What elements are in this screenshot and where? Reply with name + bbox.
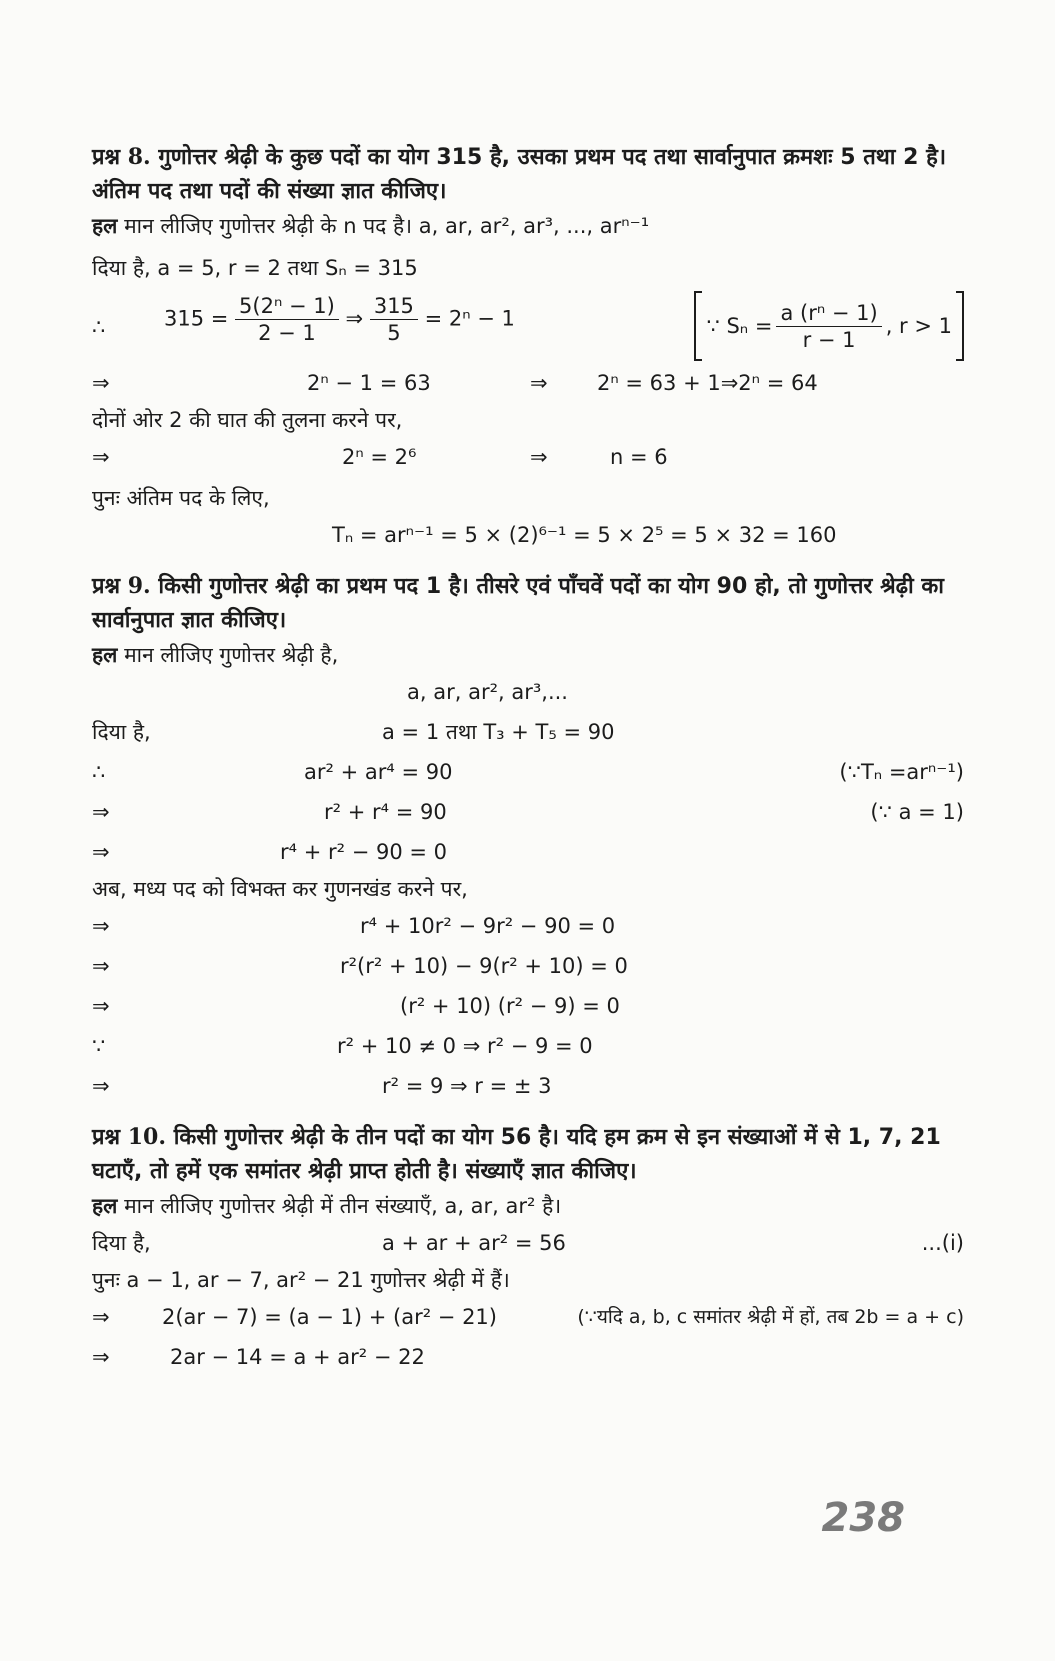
solution-label: हल (92, 214, 118, 238)
question-label: प्रश्न 10. (92, 1124, 167, 1150)
fraction: $\frac{315}{5}$ (370, 293, 418, 346)
equation-row: दिया है, a + ar + ar² = 56 ...(i) (92, 1231, 964, 1255)
fraction: $\frac{\text{a (rⁿ − 1)}}{r - 1}$ (776, 300, 881, 353)
solution-intro: हल मान लीजिए गुणोत्तर श्रेढ़ी के n पद है। a, ar, ar², ar³, ..., arⁿ⁻¹ (92, 214, 650, 238)
equation-row: a, ar, ar², ar³,... (407, 680, 568, 704)
equation: 315 = $\frac{\text{5(2ⁿ − 1)}}{2 - 1}$ ⇒ $\frac{315}{5}$ = 2ⁿ − 1 (164, 294, 515, 345)
solution-intro: हल मान लीजिए गुणोत्तर श्रेढ़ी में तीन संख्याएँ, a, ar, ar² है। (92, 1194, 562, 1218)
text-line: अब, मध्य पद को विभक्त कर गुणनखंड करने पर, (92, 877, 468, 901)
question-8 (92, 140, 964, 209)
equation-row: ⇒ (r² + 10) (r² − 9) = 0 (92, 994, 620, 1018)
equation-row: ⇒ 2(ar − 7) = (a − 1) + (ar² − 21) (∵यदि a, b, c समांतर श्रेढ़ी में हों, तब 2b = a + c) (92, 1305, 964, 1329)
question-label: प्रश्न 9. (92, 573, 151, 599)
question-10 (92, 1120, 964, 1189)
formula-bracket: ∵ Sₙ = $\frac{\text{a (rⁿ − 1)}}{r - 1}$ , r > 1 (694, 293, 964, 359)
equation-row: ⇒ r⁴ + r² − 90 = 0 (92, 840, 448, 864)
equation-row: ∴ 315 = $\frac{\text{5(2ⁿ − 1)}}{2 - 1}$ ⇒ $\frac{315}{5}$ = 2ⁿ − 1 ∵ Sₙ = $\frac{\text{a (rⁿ − 1)}}{r - 1}$ , r > 1 (92, 293, 964, 363)
question-text: गुणोत्तर श्रेढ़ी के कुछ पदों का योग 315 है, उसका प्रथम पद तथा सार्वानुपात क्रमशः 5 तथा 2 है। अंतिम पद तथा पदों की संख्या ज्ञात कीजिए। (92, 145, 947, 204)
given-line: दिया है, a = 5, r = 2 तथा Sₙ = 315 (92, 256, 418, 280)
text-line: दोनों ओर 2 की घात की तुलना करने पर, (92, 408, 403, 432)
equation-row: ⇒ r² + r⁴ = 90 (∵ a = 1) (92, 800, 964, 824)
solution-label: हल (92, 643, 118, 667)
question-9 (92, 569, 964, 638)
equation-row: ⇒ 2ar − 14 = a + ar² − 22 (92, 1345, 425, 1369)
equation-row: ⇒ 2ⁿ − 1 = 63 ⇒ 2ⁿ = 63 + 1⇒2ⁿ = 64 (92, 371, 818, 395)
equation-row: ∵ r² + 10 ≠ 0 ⇒ r² − 9 = 0 (92, 1034, 593, 1058)
equation-row: ∴ ar² + ar⁴ = 90 (∵Tₙ =arⁿ⁻¹) (92, 760, 964, 784)
equation-row: ⇒ r² = 9 ⇒ r = ± 3 (92, 1074, 552, 1098)
equation-row: Tₙ = arⁿ⁻¹ = 5 × (2)⁶⁻¹ = 5 × 2⁵ = 5 × 32 = 160 (332, 523, 837, 547)
equation-row: ⇒ r²(r² + 10) − 9(r² + 10) = 0 (92, 954, 628, 978)
equation-row: दिया है, a = 1 तथा T₃ + T₅ = 90 (92, 720, 615, 744)
equation-row: ⇒ 2ⁿ = 2⁶ ⇒ n = 6 (92, 445, 668, 469)
page-number: 238 (821, 1495, 905, 1541)
fraction: $\frac{\text{5(2ⁿ − 1)}}{2 - 1}$ (235, 293, 339, 346)
question-label: प्रश्न 8. (92, 144, 151, 170)
text-line: पुनः अंतिम पद के लिए, (92, 486, 270, 510)
text-line: पुनः a − 1, ar − 7, ar² − 21 गुणोत्तर श्रेढ़ी में हैं। (92, 1268, 510, 1292)
equation-row: ⇒ r⁴ + 10r² − 9r² − 90 = 0 (92, 914, 616, 938)
solution-label: हल (92, 1194, 118, 1218)
question-text: किसी गुणोत्तर श्रेढ़ी के तीन पदों का योग 56 है। यदि हम क्रम से इन संख्याओं में से 1, 7, 21 घटाएँ, तो हमें एक समांतर श्रेढ़ी प्राप्त होती है। संख्याएँ ज्ञात कीजिए। (92, 1125, 941, 1184)
question-text: किसी गुणोत्तर श्रेढ़ी का प्रथम पद 1 है। तीसरे एवं पाँचवें पदों का योग 90 हो, तो गुणोत्तर श्रेढ़ी का सार्वानुपात ज्ञात कीजिए। (92, 574, 944, 633)
solution-intro: हल मान लीजिए गुणोत्तर श्रेढ़ी है, (92, 643, 339, 667)
